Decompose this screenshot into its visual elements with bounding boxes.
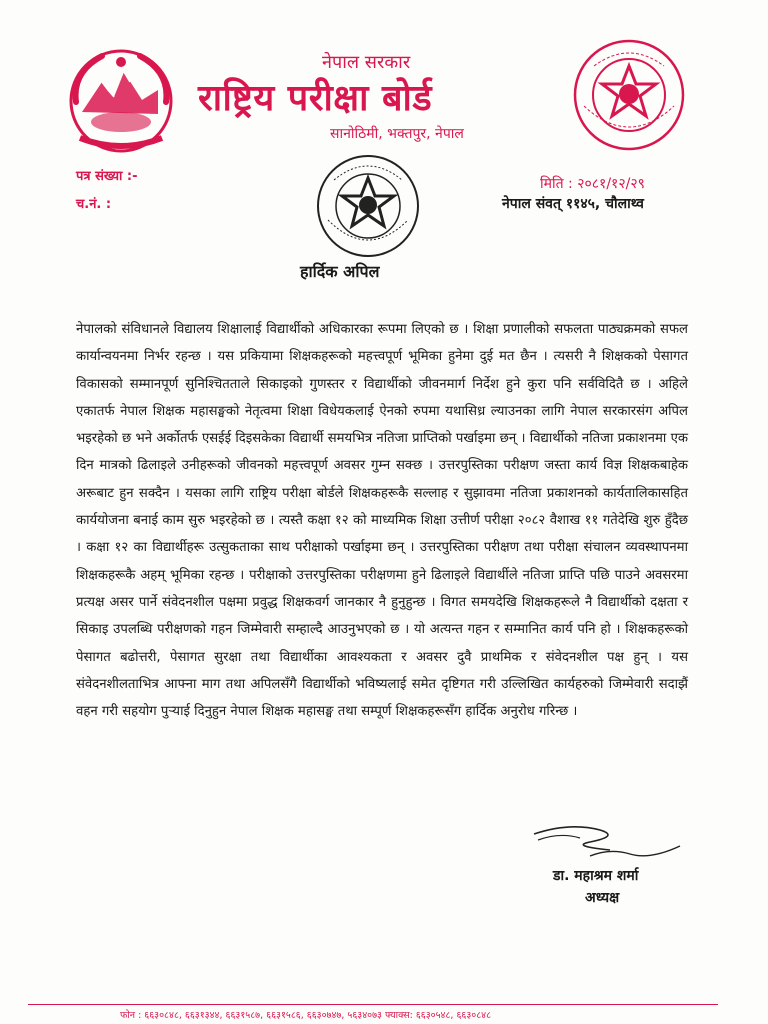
board-address: सानोठिमी, भक्तपुर, नेपाल [330,126,464,142]
dispatch-number-label: च.नं. : [76,197,112,212]
board-seal-icon [570,36,688,154]
letter-body [76,316,688,725]
government-name: नेपाल सरकार [322,52,411,73]
board-name: राष्ट्रिय परीक्षा बोर्ड [198,78,433,119]
reference-number-label: पत्र संख्या :- [76,169,138,184]
board-stamp-icon [312,150,424,262]
signature-icon [530,820,690,868]
signatory-name: डा. महाश्रम शर्मा [553,868,639,884]
nepal-emblem-icon [62,42,180,160]
footer-divider [28,1004,718,1005]
letter-title: हार्दिक अपिल [300,262,380,281]
footer-contacts: फोन : ६६३०८४८, ६६३१३४४, ६६३१५८७, ६६३१५८६, ६६३०७४७, ५६३४०७३ फ्याक्स: ६६३०५४८, ६६३०८४८ [120,1010,492,1021]
nepal-samvat-date: नेपाल संवत् ११४५, चौलाथ्व [502,196,644,212]
letter-date: मिति : २०८१/१२/२९ [540,176,645,192]
signatory-title: अध्यक्ष [585,890,620,906]
letter-paragraph: नेपालको संविधानले विद्यालय शिक्षालाई विद्यार्थीको अधिकारका रूपमा लिएको छ । शिक्षा प्रणालीको सफलता पाठ्यक्रमको सफल कार्यान्वयनमा निर्भर रहन्छ । यस प्रकियामा शिक्षकहरूको महत्त्वपूर्ण भूमिका हुनेमा दुई मत छैन । त्यसरी नै शिक्षकको पेसागत विकासको सम्मानपूर्ण सुनिश्चितताले सिकाइको गुणस्तर र विद्यार्थीको जीवनमार्ग निर्देश हुने कुरा पनि सर्वविदितै छ । अहिले एकातर्फ नेपाल शिक्षक महासङ्घको नेतृत्वमा शिक्षा विधेयकलाई ऐनको रुपमा यथासिध्र ल्याउनका लागि नेपाल सरकारसंग अपिल भइरहेको छ भने अर्कोतर्फ एसईई दिइसकेका विद्यार्थी समयभित्र नतिजा प्राप्तिको पर्खाइमा छन् । विद्यार्थीको नतिजा प्रकाशनमा एक दिन मात्रको ढिलाइले उनीहरूको जीवनको महत्त्वपूर्ण अवसर गुम्न सक्छ । उत्तरपुस्तिका परीक्षण जस्ता कार्य विज्ञ शिक्षकबाहेक अरूबाट हुन सक्दैन । यसका लागि राष्ट्रिय परीक्षा बोर्डले शिक्षकहरूकै सल्लाह र सुझावमा नतिजा प्रकाशनको कार्यतालिकासहित कार्ययोजना बनाई काम सुरु भइरहेको छ । त्यस्तै कक्षा १२ को माध्यमिक शिक्षा उत्तीर्ण परीक्षा २०८२ वैशाख ११ गतेदेखि शुरु हुँदैछ । कक्षा १२ का विद्यार्थीहरू उत्सुकताका साथ परीक्षाको पर्खाइमा छन् । उत्तरपुस्तिका परीक्षण तथा परीक्षा संचालन व्यवस्थापनमा शिक्षकहरूकै अहम् भूमिका रहन्छ । परीक्षाको उत्तरपुस्तिका परीक्षणमा हुने ढिलाइले विद्यार्थीले नतिजा प्राप्ति पछि पाउने अवसरमा प्रत्यक्ष असर पार्ने संवेदनशील पक्षमा प्रवुद्ध शिक्षकवर्ग जानकार नै हुनुहुन्छ । विगत समयदेखि शिक्षकहरूले नै विद्यार्थीको दक्षता र सिकाइ उपलब्धि परीक्षणको गहन जिम्मेवारी सम्हाल्दै आउनुभएको छ । यो अत्यन्त गहन र सम्मानित कार्य पनि हो । शिक्षकहरूको पेसागत बढोत्तरी, पेसागत सुरक्षा तथा विद्यार्थीका आवश्यकता र अवसर दुवै प्राथमिक र संवेदनशील पक्ष हुन् । यस संवेदनशीलताभित्र आफ्ना माग तथा अपिलसँगै विद्यार्थीको भविष्यलाई समेत दृष्टिगत गरी उल्लिखित कार्यहरुको जिम्मेवारी सदाझैं वहन गरी सहयोग पुऱ्याई दिनुहुन नेपाल शिक्षक महासङ्घ तथा सम्पूर्ण शिक्षकहरूसँग हार्दिक अनुरोध गरिन्छ । [76,322,688,720]
